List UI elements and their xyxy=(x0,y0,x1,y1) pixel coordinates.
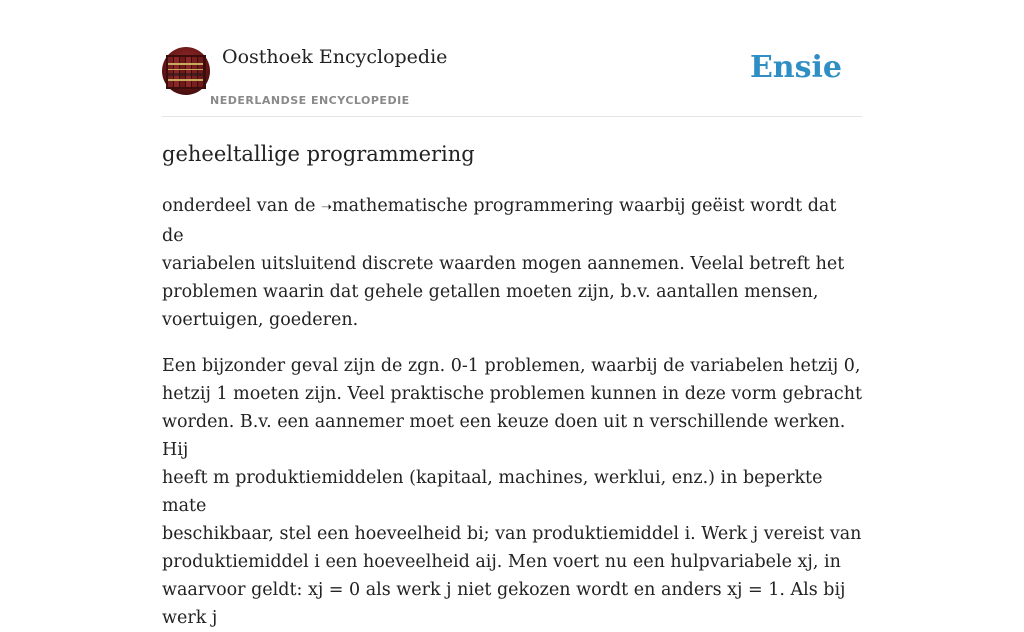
cross-reference-arrow-icon: ➝ xyxy=(321,200,332,215)
site-header xyxy=(162,0,862,117)
cross-reference-link[interactable]: mathematische programmering xyxy=(332,196,614,216)
book-spines-icon xyxy=(162,47,210,95)
article-paragraph-1 xyxy=(162,192,862,334)
site-title-link[interactable]: Oosthoek Encyclopedie xyxy=(222,46,448,68)
article-paragraph-2: Een bijzonder geval zijn de zgn. 0-1 problemen, waarbij de variabelen hetzij 0, hetzij 1 moeten zijn. Veel praktische problemen kunnen in deze vorm gebracht worden. B.v. een aannemer moet een keuze doen uit n verschillende werken. Hij heeft m produktiemiddelen (kapitaal, machines, werklui, enz.) in beperkte mate beschikbaar, stel een hoeveelheid bi; van produktiemiddel i. Werk j vereist van produktiemiddel i een hoeveelheid aij. Men voert nu een hulpvariabele xj, in waarvoor geldt: xj = 0 als werk j niet gekozen wordt en anders xj = 1. Als bij werk j xyxy=(162,356,863,628)
encyclopedia-books-avatar[interactable] xyxy=(162,47,210,95)
article xyxy=(162,138,862,632)
paragraph-text: waarbij geëist wordt dat de variabelen uitsluitend discrete waarden mogen aannemen. Veelal betreft het problemen waarin dat gehele getallen moeten zijn, b.v. aantallen mensen, voertuigen, goederen. xyxy=(162,196,845,330)
site-subtitle: NEDERLANDSE ENCYCLOPEDIE xyxy=(210,94,410,107)
ensie-logo-link[interactable]: Ensie xyxy=(749,50,842,85)
paragraph-text: onderdeel van de xyxy=(162,196,322,216)
article-title: geheeltallige programmering xyxy=(162,142,475,166)
